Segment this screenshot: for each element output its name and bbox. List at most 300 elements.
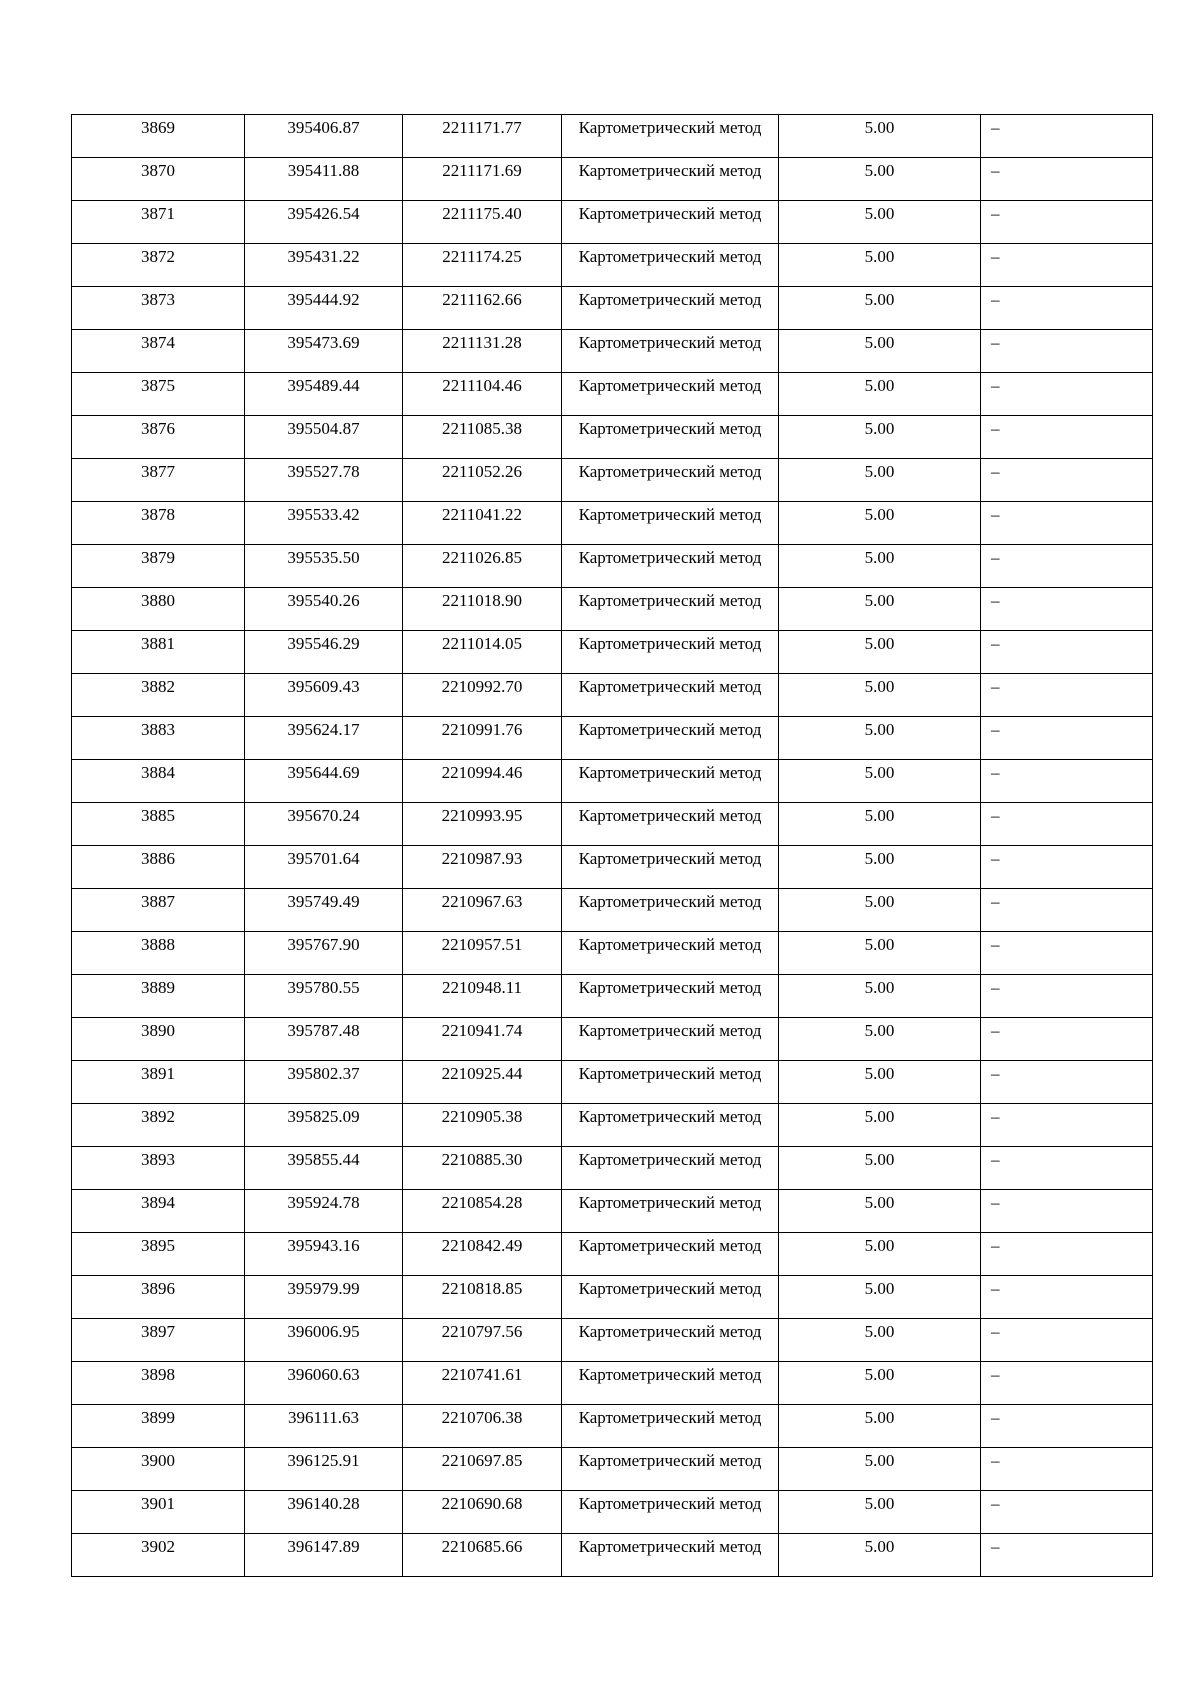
table-row — [72, 1233, 1153, 1276]
x-coordinate-cell — [245, 1405, 403, 1448]
y-coordinate: 2211041.22 — [441, 505, 523, 524]
method-text: Картометрический метод — [578, 1236, 762, 1255]
y-coordinate-cell — [403, 416, 562, 459]
method-cell — [562, 846, 779, 889]
accuracy-value: 5.00 — [864, 720, 895, 739]
y-coordinate-cell — [403, 803, 562, 846]
y-coordinate: 2210994.46 — [441, 763, 523, 782]
table-row — [72, 1405, 1153, 1448]
table-row — [72, 1190, 1153, 1233]
method-cell — [562, 330, 779, 373]
method-text: Картометрический метод — [578, 892, 762, 911]
point-number-cell — [72, 330, 245, 373]
note-dash: – — [991, 978, 1000, 997]
y-coordinate-cell — [403, 631, 562, 674]
table-row — [72, 416, 1153, 459]
y-coordinate-cell — [403, 201, 562, 244]
y-coordinate: 2211026.85 — [441, 548, 523, 567]
table-row — [72, 1104, 1153, 1147]
note-cell — [981, 975, 1153, 1018]
point-number-cell — [72, 158, 245, 201]
note-dash: – — [991, 204, 1000, 223]
method-cell — [562, 1448, 779, 1491]
x-coordinate-cell — [245, 674, 403, 717]
note-dash: – — [991, 1107, 1000, 1126]
accuracy-cell — [779, 889, 981, 932]
accuracy-value: 5.00 — [864, 247, 895, 266]
x-coordinate-cell — [245, 760, 403, 803]
point-number-cell — [72, 588, 245, 631]
accuracy-value: 5.00 — [864, 1150, 895, 1169]
method-text: Картометрический метод — [578, 333, 762, 352]
accuracy-cell — [779, 287, 981, 330]
accuracy-cell — [779, 1018, 981, 1061]
x-coordinate: 395787.48 — [287, 1021, 360, 1040]
y-coordinate: 2210991.76 — [441, 720, 523, 739]
accuracy-value: 5.00 — [864, 1279, 895, 1298]
note-dash: – — [991, 247, 1000, 266]
accuracy-value: 5.00 — [864, 419, 895, 438]
accuracy-cell — [779, 932, 981, 975]
x-coordinate: 396147.89 — [287, 1537, 360, 1556]
y-coordinate-cell — [403, 1405, 562, 1448]
accuracy-value: 5.00 — [864, 849, 895, 868]
y-coordinate-cell — [403, 1104, 562, 1147]
coordinates-table — [71, 114, 1153, 1577]
table-row — [72, 760, 1153, 803]
point-number: 3889 — [141, 978, 175, 997]
accuracy-cell — [779, 631, 981, 674]
method-cell — [562, 1276, 779, 1319]
table-row — [72, 975, 1153, 1018]
point-number: 3899 — [141, 1408, 175, 1427]
point-number-cell — [72, 1319, 245, 1362]
accuracy-cell — [779, 1448, 981, 1491]
note-dash: – — [991, 505, 1000, 524]
note-dash: – — [991, 1408, 1000, 1427]
note-dash: – — [991, 290, 1000, 309]
method-cell — [562, 1233, 779, 1276]
x-coordinate: 395489.44 — [287, 376, 360, 395]
note-dash: – — [991, 1064, 1000, 1083]
table-row — [72, 717, 1153, 760]
table-row — [72, 674, 1153, 717]
y-coordinate: 2211085.38 — [441, 419, 523, 438]
point-number: 3874 — [141, 333, 175, 352]
method-cell — [562, 201, 779, 244]
point-number-cell — [72, 1018, 245, 1061]
method-text: Картометрический метод — [578, 462, 762, 481]
method-cell — [562, 631, 779, 674]
x-coordinate: 395624.17 — [287, 720, 360, 739]
y-coordinate: 2210741.61 — [441, 1365, 523, 1384]
x-coordinate-cell — [245, 330, 403, 373]
note-cell — [981, 244, 1153, 287]
y-coordinate-cell — [403, 459, 562, 502]
point-number: 3883 — [141, 720, 175, 739]
x-coordinate: 395644.69 — [287, 763, 360, 782]
point-number: 3871 — [141, 204, 175, 223]
method-text: Картометрический метод — [578, 247, 762, 266]
method-cell — [562, 459, 779, 502]
point-number-cell — [72, 1233, 245, 1276]
accuracy-cell — [779, 158, 981, 201]
method-cell — [562, 545, 779, 588]
y-coordinate-cell — [403, 1061, 562, 1104]
y-coordinate: 2210685.66 — [441, 1537, 523, 1556]
x-coordinate: 395855.44 — [287, 1150, 360, 1169]
accuracy-value: 5.00 — [864, 505, 895, 524]
accuracy-value: 5.00 — [864, 204, 895, 223]
y-coordinate-cell — [403, 717, 562, 760]
method-text: Картометрический метод — [578, 1107, 762, 1126]
note-cell — [981, 1405, 1153, 1448]
point-number: 3900 — [141, 1451, 175, 1470]
method-text: Картометрический метод — [578, 1064, 762, 1083]
method-text: Картометрический метод — [578, 978, 762, 997]
point-number: 3877 — [141, 462, 175, 481]
note-dash: – — [991, 1365, 1000, 1384]
y-coordinate-cell — [403, 1233, 562, 1276]
y-coordinate: 2210854.28 — [441, 1193, 523, 1212]
accuracy-cell — [779, 846, 981, 889]
method-text: Картометрический метод — [578, 1451, 762, 1470]
table-row — [72, 1448, 1153, 1491]
note-dash: – — [991, 161, 1000, 180]
y-coordinate: 2210697.85 — [441, 1451, 523, 1470]
point-number-cell — [72, 1190, 245, 1233]
x-coordinate-cell — [245, 803, 403, 846]
x-coordinate-cell — [245, 975, 403, 1018]
y-coordinate-cell — [403, 287, 562, 330]
point-number-cell — [72, 287, 245, 330]
accuracy-value: 5.00 — [864, 591, 895, 610]
point-number: 3885 — [141, 806, 175, 825]
x-coordinate-cell — [245, 1018, 403, 1061]
method-text: Картометрический метод — [578, 634, 762, 653]
note-dash: – — [991, 1193, 1000, 1212]
x-coordinate: 396125.91 — [287, 1451, 360, 1470]
note-cell — [981, 846, 1153, 889]
method-text: Картометрический метод — [578, 1408, 762, 1427]
x-coordinate-cell — [245, 373, 403, 416]
note-cell — [981, 1362, 1153, 1405]
accuracy-value: 5.00 — [864, 1021, 895, 1040]
accuracy-value: 5.00 — [864, 333, 895, 352]
point-number: 3895 — [141, 1236, 175, 1255]
note-dash: – — [991, 1150, 1000, 1169]
y-coordinate-cell — [403, 1491, 562, 1534]
method-text: Картометрический метод — [578, 161, 762, 180]
y-coordinate-cell — [403, 932, 562, 975]
accuracy-cell — [779, 975, 981, 1018]
accuracy-value: 5.00 — [864, 462, 895, 481]
note-dash: – — [991, 1279, 1000, 1298]
x-coordinate: 395609.43 — [287, 677, 360, 696]
note-cell — [981, 158, 1153, 201]
method-cell — [562, 1190, 779, 1233]
y-coordinate: 2210948.11 — [441, 978, 523, 997]
point-number-cell — [72, 1061, 245, 1104]
table-row — [72, 244, 1153, 287]
x-coordinate: 396060.63 — [287, 1365, 360, 1384]
note-cell — [981, 588, 1153, 631]
table-row — [72, 1147, 1153, 1190]
method-cell — [562, 1018, 779, 1061]
accuracy-cell — [779, 760, 981, 803]
accuracy-cell — [779, 115, 981, 158]
method-cell — [562, 1405, 779, 1448]
table-row — [72, 502, 1153, 545]
method-text: Картометрический метод — [578, 1365, 762, 1384]
table-row — [72, 803, 1153, 846]
note-dash: – — [991, 1322, 1000, 1341]
note-dash: – — [991, 1494, 1000, 1513]
point-number-cell — [72, 846, 245, 889]
note-dash: – — [991, 634, 1000, 653]
point-number: 3902 — [141, 1537, 175, 1556]
accuracy-value: 5.00 — [864, 763, 895, 782]
x-coordinate: 395825.09 — [287, 1107, 360, 1126]
x-coordinate: 396111.63 — [288, 1408, 359, 1427]
x-coordinate-cell — [245, 932, 403, 975]
method-text: Картометрический метод — [578, 1150, 762, 1169]
note-cell — [981, 1448, 1153, 1491]
note-cell — [981, 717, 1153, 760]
accuracy-cell — [779, 1319, 981, 1362]
y-coordinate: 2210885.30 — [441, 1150, 523, 1169]
note-cell — [981, 1104, 1153, 1147]
method-cell — [562, 1319, 779, 1362]
note-cell — [981, 330, 1153, 373]
point-number: 3894 — [141, 1193, 175, 1212]
y-coordinate: 2211014.05 — [441, 634, 523, 653]
y-coordinate-cell — [403, 674, 562, 717]
table-row — [72, 115, 1153, 158]
y-coordinate: 2211104.46 — [442, 376, 522, 395]
x-coordinate: 395533.42 — [287, 505, 360, 524]
x-coordinate-cell — [245, 1104, 403, 1147]
y-coordinate: 2210941.74 — [441, 1021, 523, 1040]
method-cell — [562, 158, 779, 201]
x-coordinate: 396006.95 — [287, 1322, 360, 1341]
y-coordinate: 2210842.49 — [441, 1236, 523, 1255]
table-row — [72, 631, 1153, 674]
note-dash: – — [991, 591, 1000, 610]
accuracy-cell — [779, 459, 981, 502]
y-coordinate-cell — [403, 373, 562, 416]
note-cell — [981, 201, 1153, 244]
method-cell — [562, 1362, 779, 1405]
method-cell — [562, 674, 779, 717]
note-cell — [981, 373, 1153, 416]
accuracy-cell — [779, 1405, 981, 1448]
point-number: 3886 — [141, 849, 175, 868]
y-coordinate: 2210987.93 — [441, 849, 523, 868]
y-coordinate-cell — [403, 1319, 562, 1362]
x-coordinate-cell — [245, 1448, 403, 1491]
x-coordinate: 395473.69 — [287, 333, 360, 352]
note-cell — [981, 1233, 1153, 1276]
point-number: 3873 — [141, 290, 175, 309]
note-dash: – — [991, 1537, 1000, 1556]
note-dash: – — [991, 548, 1000, 567]
method-text: Картометрический метод — [578, 548, 762, 567]
x-coordinate: 395780.55 — [287, 978, 360, 997]
y-coordinate-cell — [403, 244, 562, 287]
point-number-cell — [72, 1405, 245, 1448]
x-coordinate-cell — [245, 1276, 403, 1319]
method-text: Картометрический метод — [578, 376, 762, 395]
note-cell — [981, 631, 1153, 674]
y-coordinate: 2210993.95 — [441, 806, 523, 825]
accuracy-cell — [779, 803, 981, 846]
x-coordinate: 395670.24 — [287, 806, 360, 825]
method-cell — [562, 373, 779, 416]
table-row — [72, 1061, 1153, 1104]
accuracy-cell — [779, 674, 981, 717]
y-coordinate-cell — [403, 975, 562, 1018]
x-coordinate-cell — [245, 1147, 403, 1190]
point-number: 3901 — [141, 1494, 175, 1513]
method-text: Картометрический метод — [578, 1494, 762, 1513]
x-coordinate-cell — [245, 502, 403, 545]
method-cell — [562, 1061, 779, 1104]
note-cell — [981, 760, 1153, 803]
note-dash: – — [991, 763, 1000, 782]
table-row — [72, 1534, 1153, 1577]
point-number: 3888 — [141, 935, 175, 954]
accuracy-value: 5.00 — [864, 1107, 895, 1126]
accuracy-value: 5.00 — [864, 978, 895, 997]
x-coordinate: 395749.49 — [287, 892, 360, 911]
method-cell — [562, 115, 779, 158]
method-text: Картометрический метод — [578, 290, 762, 309]
method-cell — [562, 760, 779, 803]
y-coordinate-cell — [403, 1448, 562, 1491]
y-coordinate-cell — [403, 330, 562, 373]
accuracy-value: 5.00 — [864, 892, 895, 911]
y-coordinate: 2210905.38 — [441, 1107, 523, 1126]
note-cell — [981, 115, 1153, 158]
note-cell — [981, 1190, 1153, 1233]
x-coordinate-cell — [245, 1362, 403, 1405]
table-row — [72, 287, 1153, 330]
y-coordinate: 2210967.63 — [441, 892, 523, 911]
x-coordinate-cell — [245, 115, 403, 158]
table-row — [72, 1362, 1153, 1405]
point-number: 3870 — [141, 161, 175, 180]
x-coordinate: 395527.78 — [287, 462, 360, 481]
accuracy-value: 5.00 — [864, 1451, 895, 1470]
x-coordinate: 395767.90 — [287, 935, 360, 954]
table-row — [72, 158, 1153, 201]
x-coordinate-cell — [245, 244, 403, 287]
accuracy-cell — [779, 1147, 981, 1190]
point-number: 3896 — [141, 1279, 175, 1298]
method-text: Картометрический метод — [578, 1193, 762, 1212]
method-cell — [562, 1491, 779, 1534]
point-number: 3884 — [141, 763, 175, 782]
x-coordinate-cell — [245, 545, 403, 588]
method-cell — [562, 244, 779, 287]
note-cell — [981, 502, 1153, 545]
y-coordinate-cell — [403, 158, 562, 201]
point-number: 3878 — [141, 505, 175, 524]
x-coordinate: 395924.78 — [287, 1193, 360, 1212]
accuracy-cell — [779, 502, 981, 545]
point-number: 3875 — [141, 376, 175, 395]
y-coordinate-cell — [403, 1362, 562, 1405]
note-dash: – — [991, 849, 1000, 868]
point-number-cell — [72, 674, 245, 717]
x-coordinate-cell — [245, 1534, 403, 1577]
x-coordinate: 395535.50 — [287, 548, 360, 567]
method-cell — [562, 588, 779, 631]
point-number: 3880 — [141, 591, 175, 610]
x-coordinate: 395444.92 — [287, 290, 360, 309]
point-number-cell — [72, 459, 245, 502]
point-number-cell — [72, 1534, 245, 1577]
accuracy-cell — [779, 1061, 981, 1104]
accuracy-cell — [779, 1534, 981, 1577]
x-coordinate: 395802.37 — [287, 1064, 360, 1083]
note-cell — [981, 287, 1153, 330]
accuracy-cell — [779, 330, 981, 373]
note-dash: – — [991, 720, 1000, 739]
method-text: Картометрический метод — [578, 505, 762, 524]
y-coordinate-cell — [403, 889, 562, 932]
method-cell — [562, 889, 779, 932]
accuracy-value: 5.00 — [864, 161, 895, 180]
x-coordinate: 395504.87 — [287, 419, 360, 438]
y-coordinate-cell — [403, 1190, 562, 1233]
accuracy-cell — [779, 416, 981, 459]
accuracy-cell — [779, 1233, 981, 1276]
y-coordinate: 2211171.77 — [442, 118, 522, 137]
y-coordinate: 2210925.44 — [441, 1064, 523, 1083]
point-number: 3887 — [141, 892, 175, 911]
point-number-cell — [72, 760, 245, 803]
y-coordinate: 2210706.38 — [441, 1408, 523, 1427]
note-dash: – — [991, 892, 1000, 911]
accuracy-value: 5.00 — [864, 376, 895, 395]
x-coordinate-cell — [245, 889, 403, 932]
point-number-cell — [72, 1104, 245, 1147]
note-dash: – — [991, 419, 1000, 438]
x-coordinate: 395979.99 — [287, 1279, 360, 1298]
method-text: Картометрический метод — [578, 720, 762, 739]
table-row — [72, 889, 1153, 932]
point-number-cell — [72, 1491, 245, 1534]
point-number: 3897 — [141, 1322, 175, 1341]
method-text: Картометрический метод — [578, 1279, 762, 1298]
method-text: Картометрический метод — [578, 677, 762, 696]
note-cell — [981, 1491, 1153, 1534]
y-coordinate: 2211131.28 — [442, 333, 522, 352]
point-number-cell — [72, 416, 245, 459]
y-coordinate: 2210957.51 — [441, 935, 523, 954]
y-coordinate-cell — [403, 1534, 562, 1577]
point-number: 3876 — [141, 419, 175, 438]
note-cell — [981, 1147, 1153, 1190]
method-text: Картометрический метод — [578, 763, 762, 782]
x-coordinate-cell — [245, 158, 403, 201]
method-text: Картометрический метод — [578, 806, 762, 825]
note-dash: – — [991, 677, 1000, 696]
y-coordinate-cell — [403, 1018, 562, 1061]
note-dash: – — [991, 1021, 1000, 1040]
